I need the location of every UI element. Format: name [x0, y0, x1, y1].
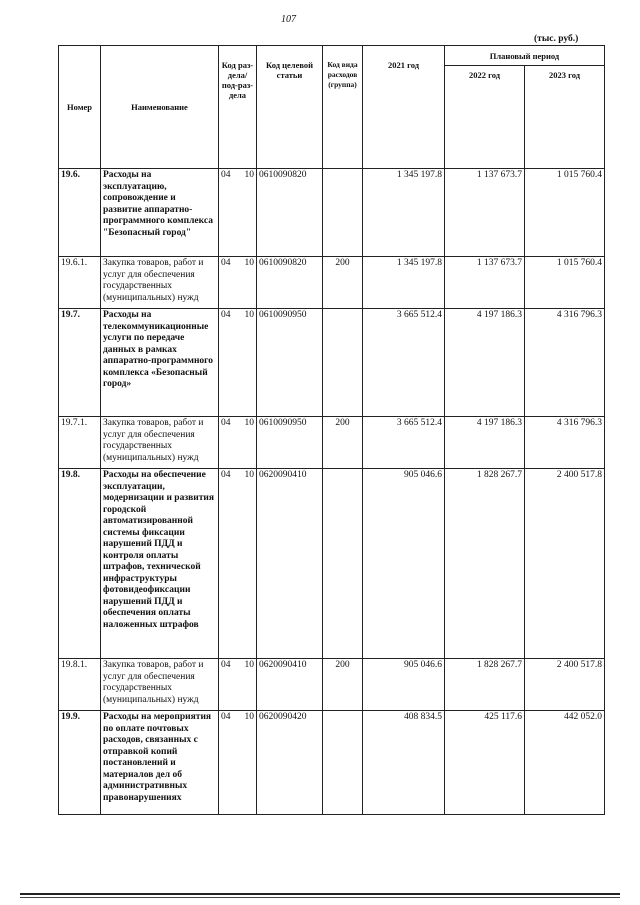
- row-amount-2022: 4 197 186.3: [445, 417, 525, 469]
- row-podrazdel-code: 10: [244, 310, 254, 320]
- row-number: 19.6.: [59, 169, 101, 257]
- table-row: [59, 469, 605, 659]
- row-expense-code: [323, 711, 363, 815]
- row-expense-code: 200: [323, 257, 363, 309]
- header-2022: 2022 год: [445, 66, 525, 169]
- row-name: Закупка товаров, работ и услуг для обеспечения государственных (муниципальных) нужд: [101, 659, 219, 711]
- table-row: [59, 417, 605, 469]
- row-razdel-code: 04: [221, 170, 231, 180]
- row-amount-2022: 425 117.6: [445, 711, 525, 815]
- row-expense-code: 200: [323, 659, 363, 711]
- header-plan-period: Плановый период: [445, 46, 605, 66]
- row-razdel-code: 04: [221, 418, 231, 428]
- row-amount-2022: 1 828 267.7: [445, 469, 525, 659]
- row-target-code: 0620090420: [257, 711, 323, 815]
- row-number: 19.8.: [59, 469, 101, 659]
- row-target-code: 0620090410: [257, 659, 323, 711]
- table-row: [59, 257, 605, 309]
- row-razdel-code: 04: [221, 258, 231, 268]
- header-2023: 2023 год: [525, 66, 605, 169]
- row-target-code: 0610090820: [257, 169, 323, 257]
- row-name: Закупка товаров, работ и услуг для обеспечения государственных (муниципальных) нужд: [101, 257, 219, 309]
- header-name: Наименование: [101, 46, 219, 169]
- row-razdel-code: 04: [221, 470, 231, 480]
- row-amount-2021: 3 665 512.4: [363, 309, 445, 417]
- row-amount-2023: 2 400 517.8: [525, 659, 605, 711]
- row-amount-2021: 905 046.6: [363, 659, 445, 711]
- row-amount-2023: 4 316 796.3: [525, 309, 605, 417]
- row-amount-2022: 4 197 186.3: [445, 309, 525, 417]
- row-amount-2021: 1 345 197.8: [363, 169, 445, 257]
- header-2021: 2021 год: [363, 46, 445, 169]
- row-number: 19.7.: [59, 309, 101, 417]
- row-razdel: [219, 417, 257, 469]
- page-number: 107: [281, 14, 296, 25]
- row-amount-2021: 905 046.6: [363, 469, 445, 659]
- row-number: 19.7.1.: [59, 417, 101, 469]
- row-razdel: [219, 309, 257, 417]
- row-name: Закупка товаров, работ и услуг для обеспечения государственных (муниципальных) нужд: [101, 417, 219, 469]
- row-amount-2023: 1 015 760.4: [525, 169, 605, 257]
- row-number: 19.6.1.: [59, 257, 101, 309]
- row-name: Расходы на эксплуатацию, сопровождение и развитие аппаратно-программного комплекса "Безопасный город": [101, 169, 219, 257]
- row-razdel: [219, 659, 257, 711]
- row-target-code: 0610090950: [257, 309, 323, 417]
- table-row: [59, 711, 605, 815]
- row-number: 19.9.: [59, 711, 101, 815]
- row-expense-code: [323, 469, 363, 659]
- row-name: Расходы на мероприятия по оплате почтовых расходов, связанных с отправкой копий постановлений и материалов дел об административных правонарушениях: [101, 711, 219, 815]
- page-bottom-rule-thin: [20, 897, 620, 898]
- row-target-code: 0620090410: [257, 469, 323, 659]
- header-razd: Код раз-дела/под-раз-дела: [219, 46, 257, 169]
- row-razdel: [219, 169, 257, 257]
- row-amount-2023: 4 316 796.3: [525, 417, 605, 469]
- row-amount-2021: 1 345 197.8: [363, 257, 445, 309]
- row-amount-2022: 1 137 673.7: [445, 169, 525, 257]
- table-row: [59, 309, 605, 417]
- row-amount-2022: 1 828 267.7: [445, 659, 525, 711]
- row-target-code: 0610090950: [257, 417, 323, 469]
- table-row: [59, 169, 605, 257]
- budget-table: [58, 45, 605, 815]
- row-amount-2021: 408 834.5: [363, 711, 445, 815]
- units-label: (тыс. руб.): [534, 34, 579, 44]
- row-expense-code: 200: [323, 417, 363, 469]
- row-podrazdel-code: 10: [244, 660, 254, 670]
- row-podrazdel-code: 10: [244, 258, 254, 268]
- table-row: [59, 659, 605, 711]
- header-vid: Код вида расходов (группа): [323, 46, 363, 169]
- row-amount-2021: 3 665 512.4: [363, 417, 445, 469]
- row-amount-2023: 442 052.0: [525, 711, 605, 815]
- header-number: Номер: [59, 46, 101, 169]
- row-podrazdel-code: 10: [244, 170, 254, 180]
- row-name: Расходы на телекоммуникационные услуги по передаче данных в рамках аппаратно-программного комплекса «Безопасный город»: [101, 309, 219, 417]
- row-razdel-code: 04: [221, 712, 231, 722]
- row-podrazdel-code: 10: [244, 418, 254, 428]
- page-bottom-rule: [20, 893, 620, 895]
- row-razdel: [219, 711, 257, 815]
- row-expense-code: [323, 309, 363, 417]
- row-expense-code: [323, 169, 363, 257]
- header-cel: Код целевой статьи: [257, 46, 323, 169]
- row-target-code: 0610090820: [257, 257, 323, 309]
- row-podrazdel-code: 10: [244, 470, 254, 480]
- row-razdel: [219, 257, 257, 309]
- row-razdel-code: 04: [221, 660, 231, 670]
- row-name: Расходы на обеспечение эксплуатации, модернизации и развития городской автоматизированной системы фиксации нарушений ПДД и контроля оплаты штрафов, технической инфраструктуры фотовидеофиксации нарушений ПДД и обеспечения оплаты наложенных штрафов: [101, 469, 219, 659]
- row-number: 19.8.1.: [59, 659, 101, 711]
- row-amount-2023: 2 400 517.8: [525, 469, 605, 659]
- row-amount-2023: 1 015 760.4: [525, 257, 605, 309]
- row-amount-2022: 1 137 673.7: [445, 257, 525, 309]
- row-razdel: [219, 469, 257, 659]
- row-razdel-code: 04: [221, 310, 231, 320]
- row-podrazdel-code: 10: [244, 712, 254, 722]
